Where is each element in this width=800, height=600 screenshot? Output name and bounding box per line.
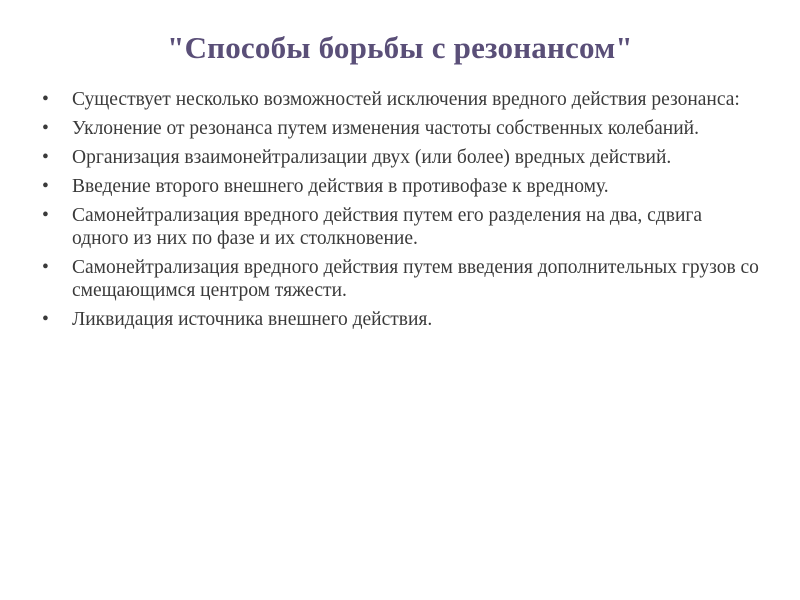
list-item-text: Организация взаимонейтрализации двух (или более) вредных действий.: [72, 147, 672, 168]
bullet-icon: •: [42, 176, 49, 197]
list-item-text: Уклонение от резонанса путем изменения частоты собственных колебаний.: [72, 118, 699, 139]
bullet-list: [40, 88, 760, 337]
list-item-text: Самонейтрализация вредного действия путем введения дополнительных грузов со смещающимся центром тяжести.: [72, 257, 759, 301]
slide-title: "Способы борьбы с резонансом": [167, 30, 633, 65]
list-item-text: Ликвидация источника внешнего действия.: [72, 309, 433, 330]
list-item: [40, 146, 760, 169]
bullet-icon: •: [42, 118, 49, 139]
bullet-icon: •: [42, 309, 49, 330]
list-item: [40, 256, 760, 302]
bullet-icon: •: [42, 205, 49, 226]
list-item: [40, 117, 760, 140]
bullet-icon: •: [42, 147, 49, 168]
list-item: [40, 204, 760, 250]
bullet-icon: •: [42, 89, 49, 110]
list-item: [40, 88, 760, 111]
list-item: [40, 308, 760, 331]
list-item-text: Существует несколько возможностей исключения вредного действия резонанса:: [72, 89, 740, 110]
list-item-text: Введение второго внешнего действия в противофазе к вредному.: [72, 176, 609, 197]
list-item-text: Самонейтрализация вредного действия путем его разделения на два, сдвига одного из них по фазе и их столкновение.: [72, 205, 703, 249]
list-item: [40, 175, 760, 198]
bullet-icon: •: [42, 257, 49, 278]
